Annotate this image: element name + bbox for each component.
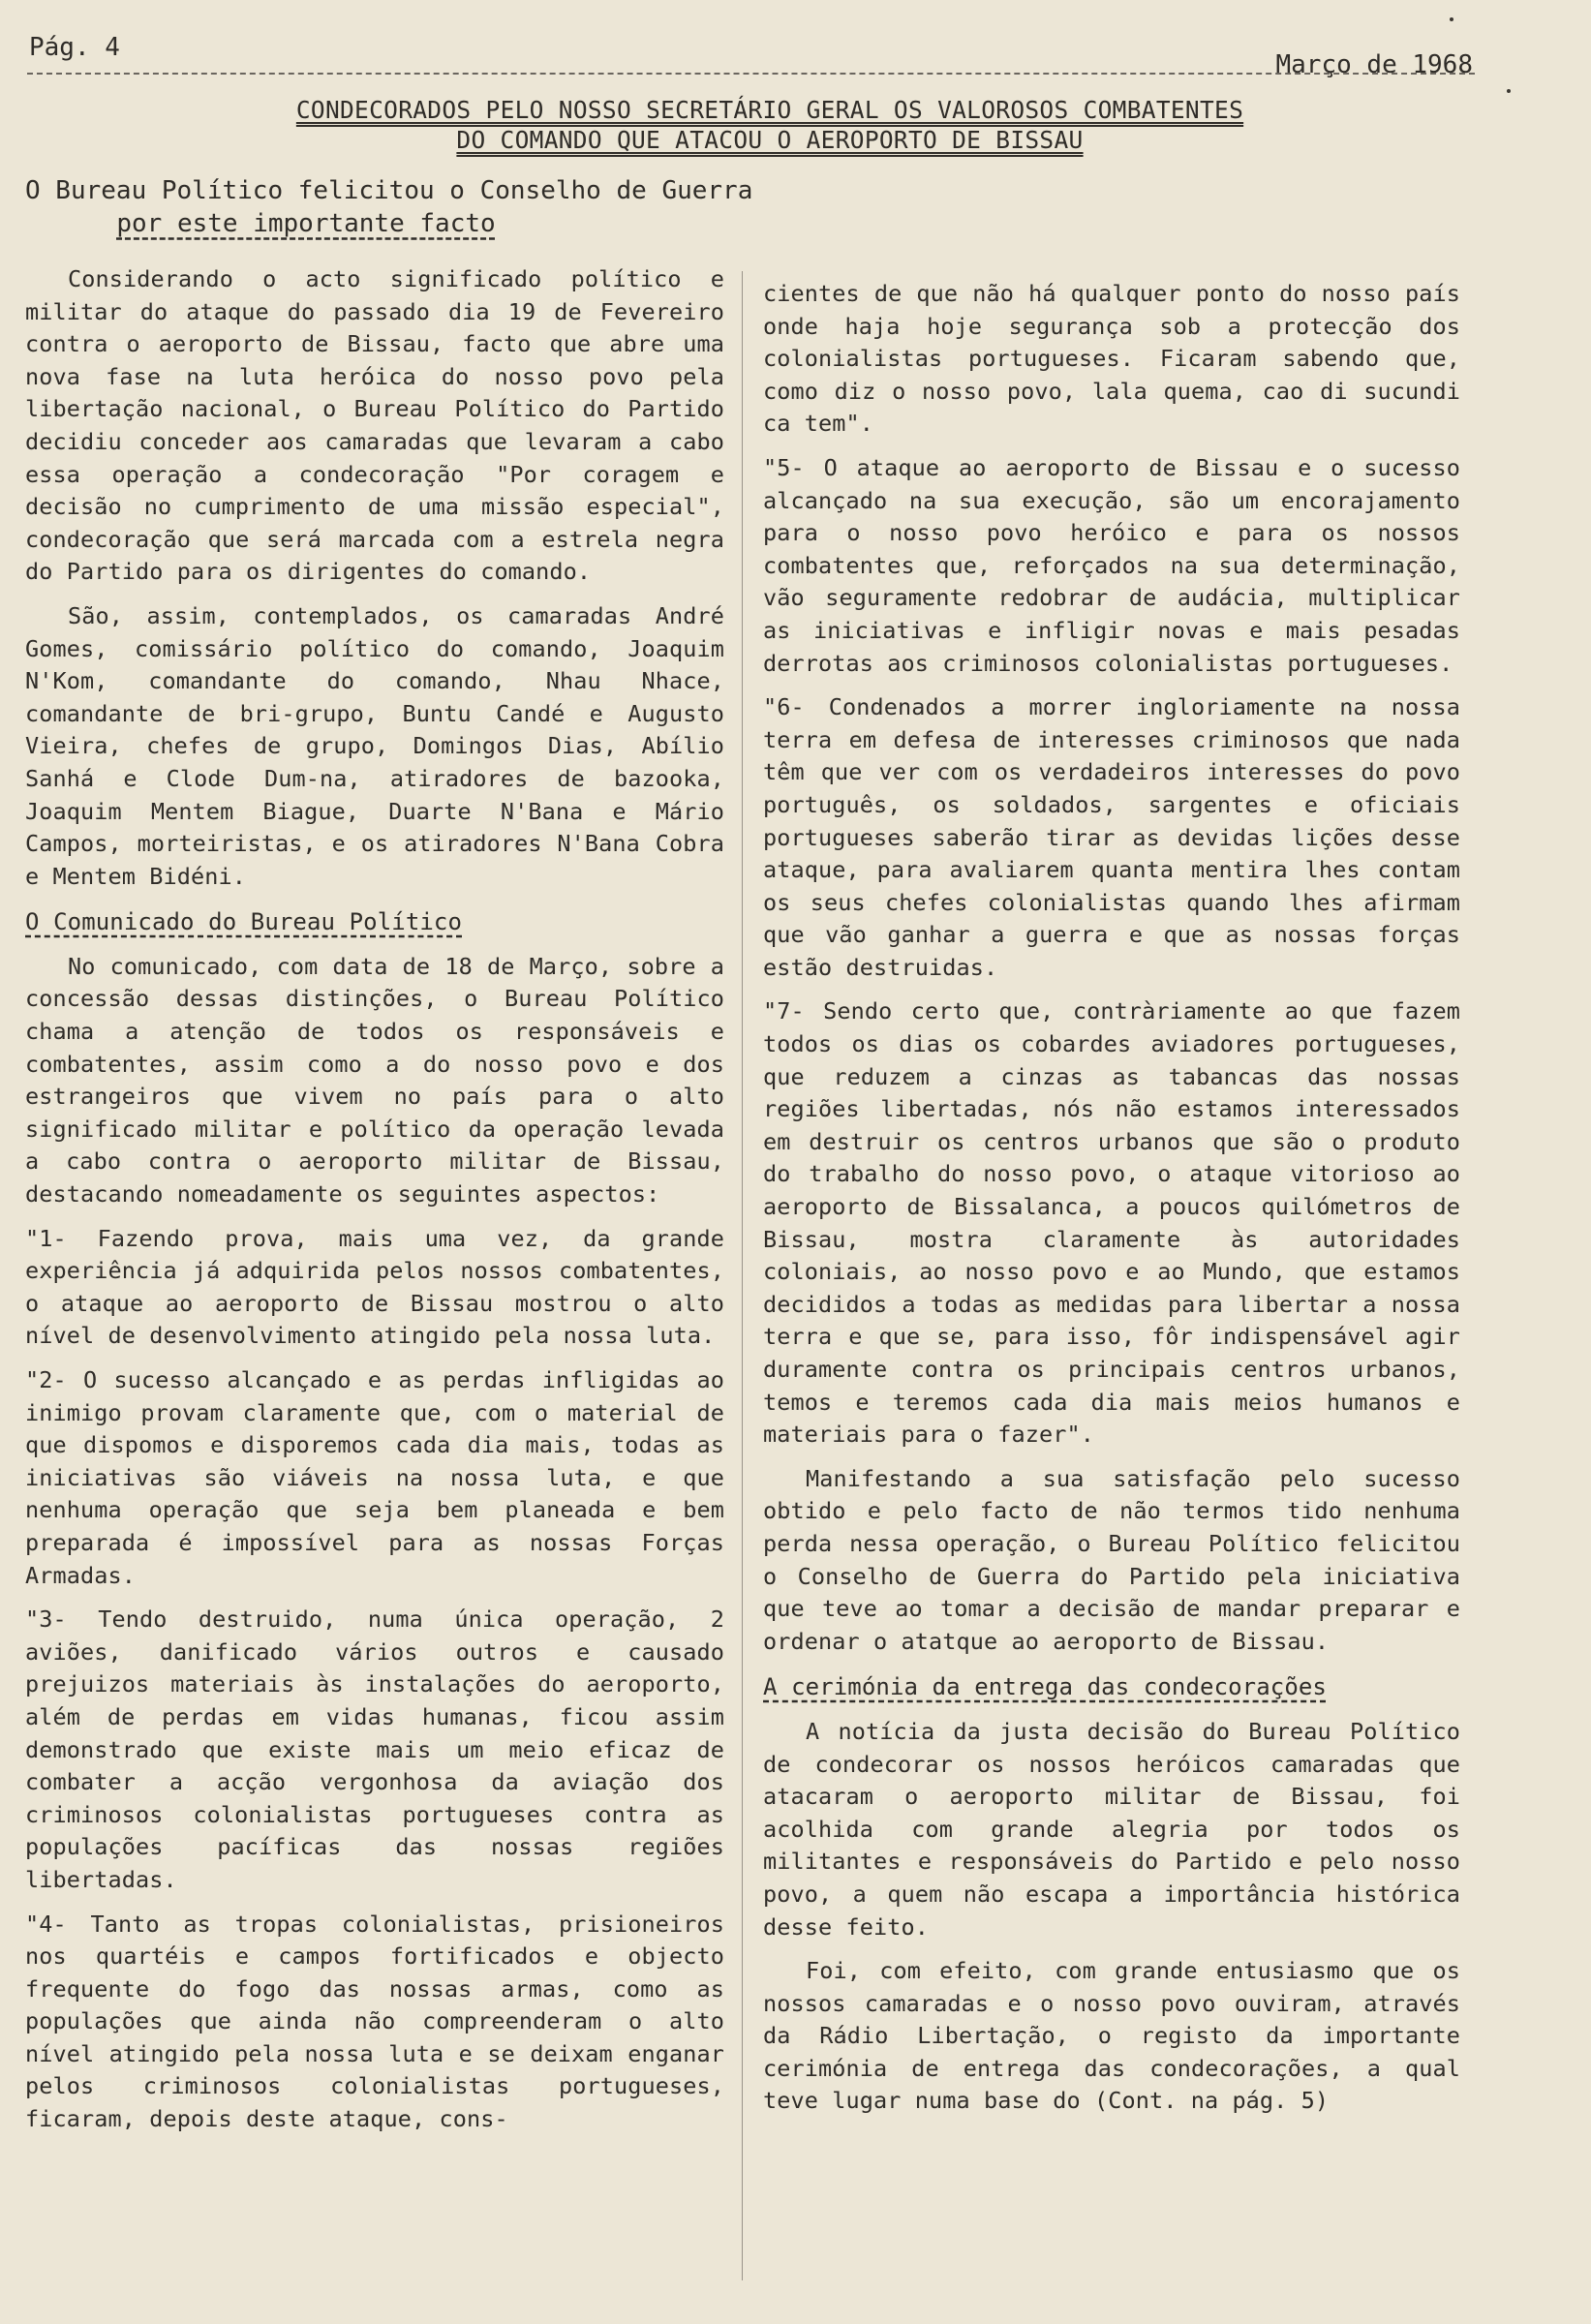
ink-speck — [1450, 17, 1453, 21]
headline-line-2: DO COMANDO QUE ATACOU O AEROPORTO DE BISSAU — [456, 126, 1084, 154]
paragraph: "7- Sendo certo que, contràriamente ao que fazem todos os dias os cobardes aviadores portugueses, que reduzem a cinzas as tabancas das nossas regiões libertadas, nós não estamos interessados em destruir os centros urbanos que são o produto do trabalho do nosso povo, o ataque vitorioso ao aeroporto de Bissalanca, a poucos quilómetros de Bissau, mostra claramente às autoridades coloniais, ao nosso povo e ao Mundo, que estamos decididos a todas as medidas para libertar a nossa terra e que se, para isso, fôr indispensável agir duramente contra os principais centros urbanos, temos e teremos cada dia mais meios humanos e materiais para o fazer". — [763, 997, 1460, 1449]
section-headline-line-1: O Bureau Político felicitou o Conselho de Guerra — [25, 176, 753, 205]
issue-date: Março de 1968 — [1275, 50, 1473, 79]
headline-line-1: CONDECORADOS PELO NOSSO SECRETÁRIO GERAL OS VALOROSOS COMBATENTES — [295, 96, 1244, 124]
paragraph: A notícia da justa decisão do Bureau Político de condecorar os nossos heróicos camaradas que atacaram o aeroporto militar de Bissau, foi acolhida com grande alegria por todos os militantes e responsáveis do Partido e pelo nosso povo, a quem não escapa a importância histórica desse feito. — [763, 1717, 1460, 1941]
subheading-ceremony: A cerimónia da entrega das condecorações — [763, 1673, 1327, 1701]
paragraph: "2- O sucesso alcançado e as perdas infligidas ao inimigo provam claramente que, com o material de que dispomos e disporemos cada dia mais, todas as iniciativas são viáveis na nossa luta, e que nenhuma operação que seja bem planeada e bem preparada é impossível para as nossas Forças Armadas. — [25, 1366, 724, 1589]
header-rule — [27, 73, 1475, 75]
ink-speck — [1507, 89, 1511, 93]
paragraph: No comunicado, com data de 18 de Março, sobre a concessão dessas distinções, o Bureau Político chama a atenção de todos os responsáveis e combatentes, assim como a do nosso povo e dos estrangeiros que vivem no país para o alto significado militar e político da operação levada a cabo contra o aeroporto militar de Bissau, destacando nomeadamente os seguintes aspectos: — [25, 952, 724, 1208]
paragraph: Manifestando a sua satisfação pelo sucesso obtido e pelo facto de não termos tido nenhuma perda nessa operação, o Bureau Político felicitou o Conselho de Guerra do Partido pela iniciativa que teve ao tomar a decisão de mandar preparar e ordenar o atatque ao aeroporto de Bissau. — [763, 1464, 1460, 1655]
right-column — [763, 278, 1460, 2129]
paragraph: São, assim, contemplados, os camaradas André Gomes, comissário político do comando, Joaquim N'Kom, comandante do comando, Nhau Nhace, comandante de bri-grupo, Buntu Candé e Augusto Vieira, chefes de grupo, Domingos Dias, Abílio Sanhá e Clode Dum-na, atiradores de bazooka, Joaquim Mentem Biague, Duarte N'Bana e Mário Campos, morteiristas, e os atiradores N'Bana Cobra e Mentem Bidéni. — [25, 601, 724, 890]
section-headline — [25, 174, 761, 240]
page-number: Pág. 4 — [29, 33, 120, 62]
paragraph: Foi, com efeito, com grande entusiasmo que os nossos camaradas e o nosso povo ouviram, através da Rádio Libertação, o registo da importante cerimónia de entrega das condecorações, a qual teve lugar numa base do (Cont. na pág. 5) — [763, 1957, 1460, 2115]
paragraph: "1- Fazendo prova, mais uma vez, da grande experiência já adquirida pelos nossos combatentes, o ataque ao aeroporto de Bissau mostrou o alto nível de desenvolvimento atingido pela nossa luta. — [25, 1224, 724, 1350]
paragraph: "3- Tendo destruido, numa única operação, 2 aviões, danificado vários outros e causado prejuizos materiais às instalações do aeroporto, além de perdas em vidas humanas, ficou assim demonstrado que existe mais um meio eficaz de combater a acção vergonhosa da aviação dos criminosos colonialistas portugueses contra as populações pacíficas das nossas regiões libertadas. — [25, 1605, 724, 1893]
left-column — [25, 263, 724, 2148]
paragraph: cientes de que não há qualquer ponto do nosso país onde haja hoje segurança sob a protecção dos colonialistas portugueses. Ficaram sabendo que, como diz o nosso povo, lala quema, cao di sucundi ca tem". — [763, 280, 1460, 438]
paragraph: Considerando o acto significado político e militar do ataque do passado dia 19 de Fevereiro contra o aeroporto de Bissau, facto que abre uma nova fase na luta heróica do nosso povo pela libertação nacional, o Bureau Político do Partido decidiu conceder aos camaradas que levaram a cabo essa operação a condecoração "Por coragem e decisão no cumprimento de uma missão especial", condecoração que será marcada com a estrela negra do Partido para os dirigentes do comando. — [25, 265, 724, 586]
main-headline — [145, 95, 1394, 155]
paragraph: "6- Condenados a morrer ingloriamente na nossa terra em defesa de interesses criminosos que nada têm que ver com os verdadeiros interesses do povo português, os soldados, sargentes e oficiais portugueses saberão tirar as devidas lições desse ataque, para avaliarem quanta mentira lhes contam os seus chefes colonialistas quando lhes afirmam que vão ganhar a guerra e que as nossas forças estão destruidas. — [763, 693, 1460, 981]
section-headline-line-2: por este importante facto — [116, 209, 496, 238]
paragraph: "5- O ataque ao aeroporto de Bissau e o sucesso alcançado na sua execução, são um encorajamento para o nosso povo heróico e para os nossos combatentes que, reforçados na sua determinação, vão seguramente redobrar de audácia, multiplicar as iniciativas e infligir novas e mais pesadas derrotas aos criminosos colonialistas portugueses. — [763, 453, 1460, 677]
column-divider — [742, 271, 743, 2280]
subheading-communique: O Comunicado do Bureau Político — [25, 908, 463, 936]
paragraph: "4- Tanto as tropas colonialistas, prisioneiros nos quartéis e campos fortificados e objecto frequente do fogo das nossas armas, como as populações que ainda não compreenderam o alto nível atingido pela nossa luta e se deixam enganar pelos criminosos colonialistas portugueses, ficaram, depois deste ataque, cons- — [25, 1910, 724, 2133]
